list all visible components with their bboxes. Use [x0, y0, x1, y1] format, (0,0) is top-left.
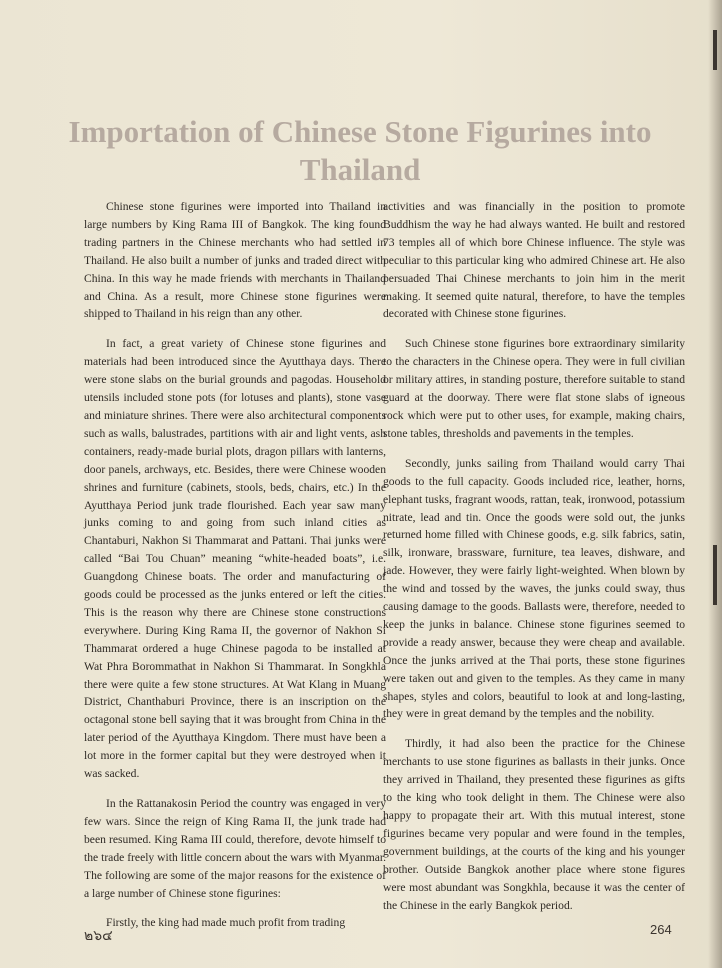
- paragraph: Such Chinese stone figurines bore extraordinary similarity to the characters in the Chinese opera. They were in full civilian or military attires, in standing posture, therefore suitable to stand guard at the doorway. There were flat stone slabs of igneous rock which were put to other uses, for example, making chairs, stone tables, thresholds and pavements in the temples.: [383, 337, 685, 440]
- page-number: 264: [650, 922, 672, 937]
- edge-mark: [713, 30, 717, 70]
- page-title: Importation of Chinese Stone Figurines into Thailand: [68, 113, 652, 187]
- edge-mark: [713, 545, 717, 605]
- paragraph: activities and was financially in the position to promote Buddhism the way he had always wanted. He built and restored 73 temples all of which bore Chinese influence. The style was peculiar to this particular king who admired Chinese art. He also persuaded Thai Chinese merchants to join him in the merit making. It seemed quite natural, therefore, to have the temples decorated with Chinese stone figurines.: [383, 200, 685, 321]
- paragraph: Thirdly, it had also been the practice for the Chinese merchants to use stone figurines as ballasts in their junks. Once they arrived in Thailand, they presented these figurines as gifts to the king who took delight in them. The Chinese were also happy to propagate their art. With this mutual interest, stone figurines became very popular and were found in the temples, government buildings, at the courts of the king and his younger brother. Outside Bangkok another place where stone figures were most abundant was Songkhla, because it was the center of the Chinese in the early Bangkok period.: [383, 737, 685, 912]
- paragraph: Secondly, junks sailing from Thailand would carry Thai goods to the full capacity. Goods included rice, leather, horns, elephant tusks, fragrant woods, rattan, teak, ironwood, potassium nitrate, lead and tin. Once the goods were sold out, the junks returned home filled with Chinese goods, e.g. silk fabrics, satin, silk, ironware, brassware, furniture, tea leaves, dishware, and jade. However, they were fairly light-weighted. When blown by the wind and tossed by the waves, the junks could sway, thus causing damage to the goods. Ballasts were, therefore, needed to keep the junks in balance. Chinese stone figurines seemed to provide a ready answer, because they were cheap and available. Once the junks arrived at the Thai ports, these stone figurines were taken out and given to the temples. As they came in many shapes, styles and colors, beautiful to look at and long-lasting, they were in great demand by the temples and the nobility.: [383, 456, 686, 721]
- paragraph: Firstly, the king had made much profit from trading: [106, 916, 346, 930]
- thai-page-number: ๒๖๔: [84, 929, 113, 944]
- page-edge-shadow: [708, 0, 722, 968]
- paragraph: Chinese stone figurines were imported into Thailand in large numbers by King Rama III of Bangkok. The king found trading partners in the Chinese merchants who had settled in Thailand. He also built a number of junks and traded direct with China. In this way he made friends with merchants in Thailand and China. As a result, more Chinese stone figurines were shipped to Thailand in his reign than any other.: [84, 200, 386, 321]
- right-column: [383, 198, 685, 926]
- paragraph: In fact, a great variety of Chinese stone figurines and materials had been introduced since the Ayutthaya days. There were stone slabs on the burial grounds and pagodas. Household utensils included stone pots (for lotuses and plants), stone vase and miniature shrines. There were also architectural components such as walls, balustrades, partitions with air and light vents, ash containers, ready-made burial plots, dragon pillars with lanterns, door panels, archways, etc. Besides, there were Chinese wooden shrines and furniture (cabinets, stools, beds, chairs, etc.) In the Ayutthaya Period junk trade flourished. Each year saw many junks coming to and going from such inland cities as Chantaburi, Nakhon Si Thammarat and Pattani. Thai junks were called “Bai Tou Chuan” meaning “white-headed boats”, i.e. Guangdong Chinese boats. The order and manufacturing of goods could be processed as the junks entered or left the cities. This is the reason why there are Chinese stone constructions everywhere. During King Rama II, the governor of Nakhon Si Thammarat ordered a huge Chinese pagoda to be installed at Wat Phra Borommathat in Nakhon Si Thammarat. In Songkhla there were quite a few stone structures. At Wat Klang in Muang District, Chanthaburi Province, there is an inscription on the octagonal stone bell saying that it was brought from China in the later period of the Ayutthaya Kingdom. There must have been a lot more in the former capital but they were destroyed when it was sacked.: [84, 337, 386, 781]
- paragraph: In the Rattanakosin Period the country was engaged in very few wars. Since the reign of King Rama II, the junk trade had been resumed. King Rama III could, therefore, devote himself to the trade freely with little concern about the wars with Myanmar. The following are some of the major reasons for the existence of a large number of Chinese stone figurines:: [84, 797, 386, 900]
- left-column: [84, 198, 386, 944]
